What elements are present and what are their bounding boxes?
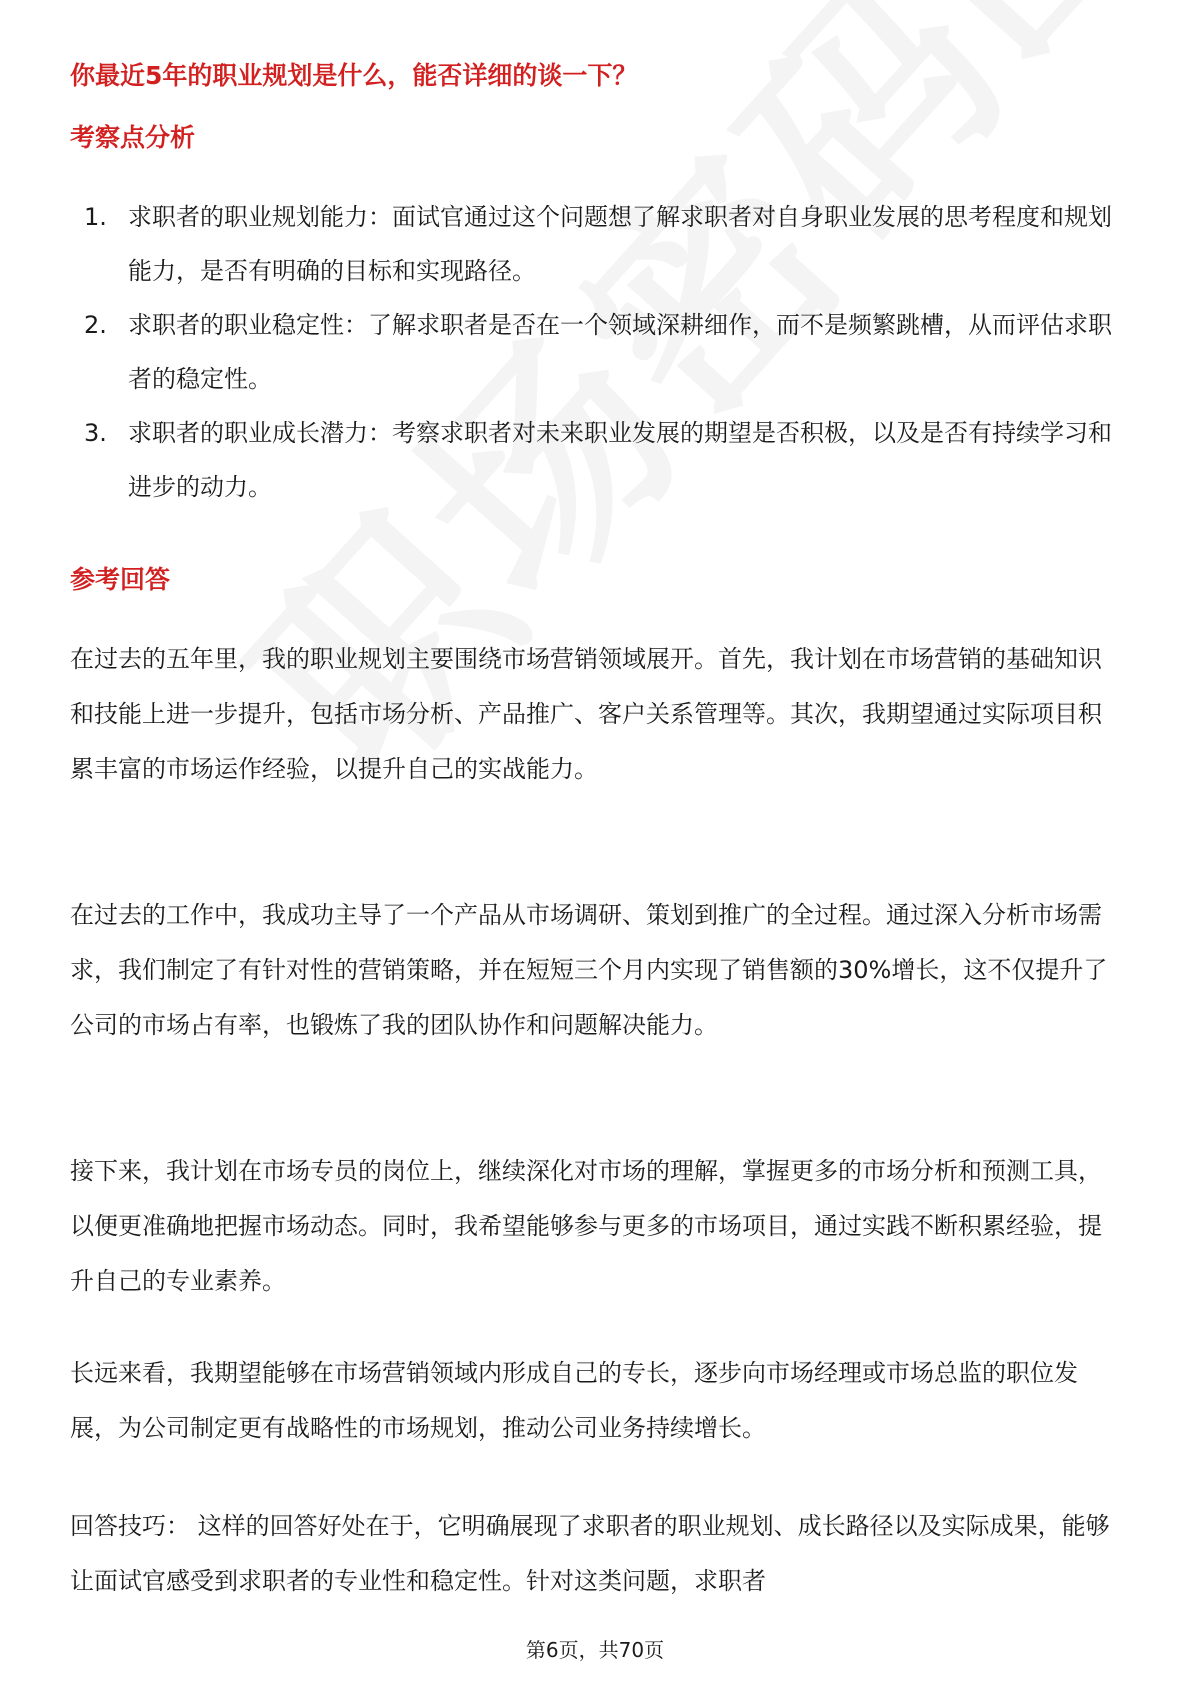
list-number: 3.: [84, 419, 107, 447]
answer-paragraph: 在过去的工作中，我成功主导了一个产品从市场调研、策划到推广的全过程。通过深入分析市场需求，我们制定了有针对性的营销策略，并在短短三个月内实现了销售额的30%增长，这不仅提升了公司的市场占有率，也锻炼了我的团队协作和问题解决能力。: [70, 901, 1108, 1039]
list-number: 1.: [84, 203, 107, 231]
answer-heading: 参考回答: [70, 565, 171, 594]
analysis-list: [84, 190, 1124, 514]
list-item-text: 求职者的职业成长潜力：考察求职者对未来职业发展的期望是否积极，以及是否有持续学习和进步的动力。: [128, 419, 1112, 501]
list-number: 2.: [84, 311, 107, 339]
list-item-text: 求职者的职业规划能力：面试官通过这个问题想了解求职者对自身职业发展的思考程度和规划能力，是否有明确的目标和实现路径。: [128, 203, 1112, 285]
answer-paragraph: 在过去的五年里，我的职业规划主要围绕市场营销领域展开。首先，我计划在市场营销的基础知识和技能上进一步提升，包括市场分析、产品推广、客户关系管理等。其次，我期望通过实际项目积累丰富的市场运作经验，以提升自己的实战能力。: [70, 645, 1102, 783]
answer-paragraph: 接下来，我计划在市场专员的岗位上，继续深化对市场的理解，掌握更多的市场分析和预测工具，以便更准确地把握市场动态。同时，我希望能够参与更多的市场项目，通过实践不断积累经验，提升自己的专业素养。: [70, 1157, 1102, 1295]
answer-tips-paragraph: 回答技巧： 这样的回答好处在于，它明确展现了求职者的职业规划、成长路径以及实际成果，能够让面试官感受到求职者的专业性和稳定性。针对这类问题，求职者: [70, 1512, 1110, 1595]
question-title: 你最近5年的职业规划是什么，能否详细的谈一下？: [70, 61, 638, 90]
analysis-heading: 考察点分析: [70, 123, 196, 152]
list-item-text: 求职者的职业稳定性：了解求职者是否在一个领域深耕细作，而不是频繁跳槽，从而评估求职者的稳定性。: [128, 311, 1112, 393]
answer-paragraph: 长远来看，我期望能够在市场营销领域内形成自己的专长，逐步向市场经理或市场总监的职位发展，为公司制定更有战略性的市场规划，推动公司业务持续增长。: [70, 1359, 1078, 1442]
list-item: [84, 190, 1124, 298]
list-item: [84, 298, 1124, 406]
page-number: 第6页，共70页: [525, 1638, 665, 1662]
list-item: [84, 406, 1124, 514]
